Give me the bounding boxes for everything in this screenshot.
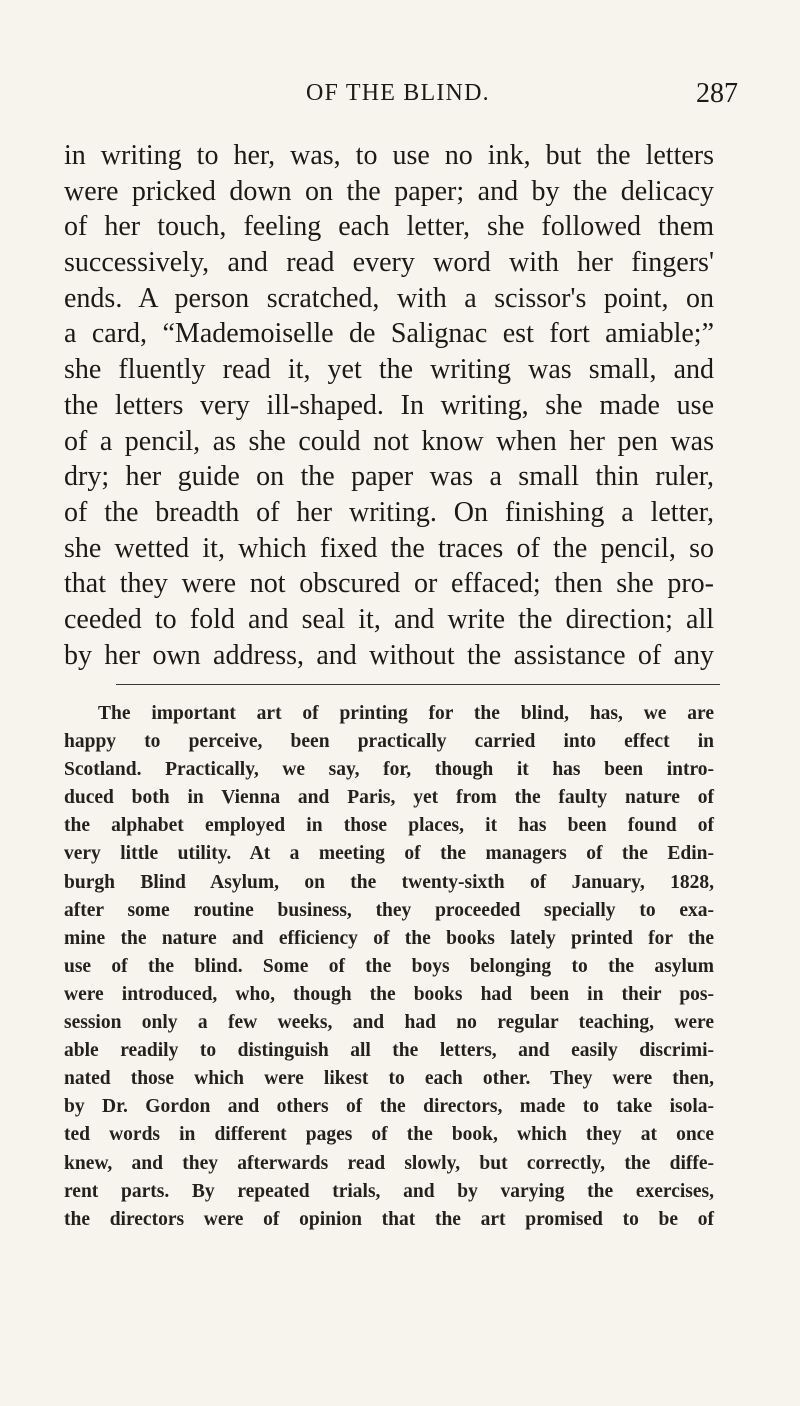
footnote-line: after some routine business, they proceeded specially to exa- [64,899,714,921]
body-line: that they were not obscured or effaced; then she pro- [64,568,714,600]
footnote-line: the alphabet employed in those places, it has been found of [64,815,714,837]
footnote-line: very little utility. At a meeting of the managers of the Edin- [64,843,714,865]
body-line: ceeded to fold and seal it, and write the direction; all [64,603,714,635]
footnote-line: Scotland. Practically, we say, for, though it has been intro- [64,759,714,781]
footnote-line: knew, and they afterwards read slowly, but correctly, the diffe- [64,1152,714,1174]
body-line: successively, and read every word with her fingers' [64,247,714,279]
footnote-line: mine the nature and efficiency of the books lately printed for the [64,927,714,949]
body-line: she wetted it, which fixed the traces of the pencil, so [64,532,714,564]
page-header [0,80,800,116]
footnote [64,700,714,1234]
body-line: of a pencil, as she could not know when her pen was [64,425,714,457]
body-line: a card, “Mademoiselle de Salignac est fort amiable;” [64,318,714,350]
body-line: by her own address, and without the assistance of any [64,639,714,671]
footnote-line: able readily to distinguish all the letters, and easily discrimi- [64,1040,714,1062]
body-line: in writing to her, was, to use no ink, but the letters [64,140,714,171]
body-line: ends. A person scratched, with a scissor's point, on [64,282,714,314]
footnote-line: nated those which were likest to each other. They were then, [64,1068,714,1090]
footnote-line: the directors were of opinion that the art promised to be of [64,1208,714,1230]
page-number: 287 [696,78,738,109]
body-line: she fluently read it, yet the writing was small, and [64,354,714,386]
body-line: dry; her guide on the paper was a small thin ruler, [64,461,714,493]
body-line: the letters very ill-shaped. In writing, she made use [64,389,714,421]
footnote-line: by Dr. Gordon and others of the directors, made to take isola- [64,1096,714,1118]
body-text [64,138,714,673]
footnote-line: were introduced, who, though the books had been in their pos- [64,983,714,1005]
running-title: OF THE BLIND. [306,80,490,106]
footnote-line: ted words in different pages of the book, which they at once [64,1124,714,1146]
footnote-line: happy to perceive, been practically carried into effect in [64,731,714,753]
body-line: were pricked down on the paper; and by the delicacy [64,175,714,207]
body-line: of her touch, feeling each letter, she followed them [64,211,714,243]
footnote-line: duced both in Vienna and Paris, yet from the faulty nature of [64,787,714,809]
footnote-line: rent parts. By repeated trials, and by varying the exercises, [64,1180,714,1202]
footnote-line: burgh Blind Asylum, on the twenty-sixth of January, 1828, [64,871,714,893]
footnote-line: use of the blind. Some of the boys belonging to the asylum [64,955,714,977]
footnote-line: The important art of printing for the blind, has, we are [98,703,714,724]
body-line: of the breadth of her writing. On finishing a letter, [64,496,714,528]
footnote-rule [116,684,720,685]
footnote-line: session only a few weeks, and had no regular teaching, were [64,1012,714,1034]
